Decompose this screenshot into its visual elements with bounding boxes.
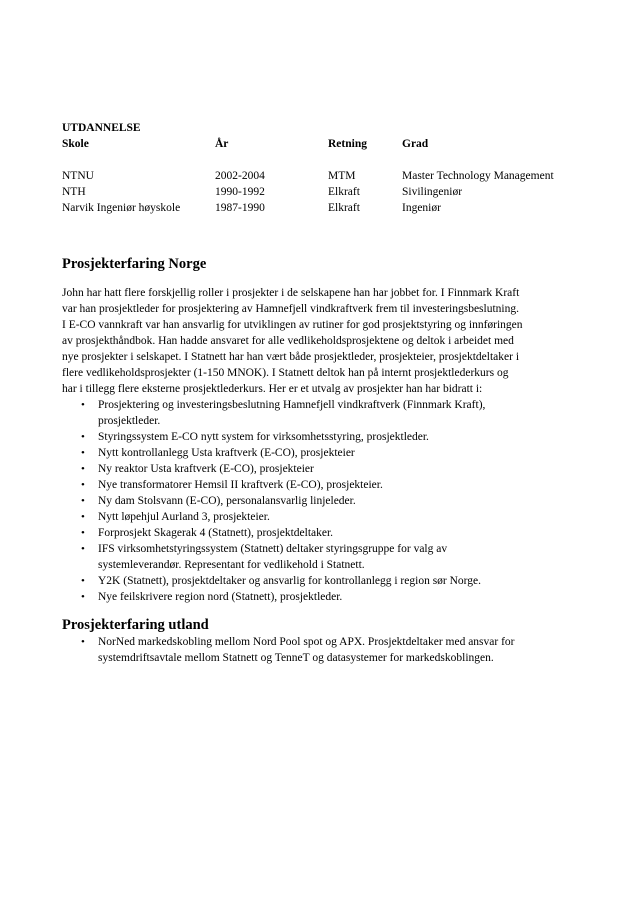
education-year: 2002-2004 [215,170,265,182]
education-degree: Sivilingeniør [402,186,463,198]
project-list-item [62,634,582,666]
project-line: Styringssystem E-CO nytt system for virksomhetsstyring, prosjektleder. [98,431,429,443]
intro-line: har i tillegg flere eksterne prosjektlederkurs. Her er et utvalg av prosjekter han har bidratt i: [62,383,483,395]
bullet-icon: • [81,495,85,507]
intro-line: flere vedlikeholdsprosjekter (1-150 MNOK). I Statnett deltok han på internt prosjektlederkurs og [62,367,509,379]
norge-section-title: Prosjekterfaring Norge [62,256,207,272]
bullet-icon: • [81,463,85,475]
intro-line: var han prosjektleder for prosjektering av Hamnefjell vindkraftverk frem til investeringsbeslutning. [62,303,519,315]
bullet-icon: • [81,636,85,648]
project-line: Ny dam Stolsvann (E-CO), personalansvarlig linjeleder. [98,495,356,507]
project-list-item [62,429,582,445]
intro-line: I E-CO vannkraft var han ansvarlig for utviklingen av rutiner for god prosjektstyring og innføringen [62,319,523,331]
education-table [62,136,582,216]
education-degree: Ingeniør [402,202,441,214]
education-degree: Master Technology Management [402,170,554,182]
project-list-item [62,573,582,589]
header-field: Retning [328,138,367,150]
project-line: Prosjektering og investeringsbeslutning Hamnefjell vindkraftverk (Finnmark Kraft), [98,399,486,411]
project-line: Nye feilskrivere region nord (Statnett), prosjektleder. [98,591,343,603]
norge-intro-paragraph [62,285,582,397]
project-line: Y2K (Statnett), prosjektdeltaker og ansvarlig for kontrollanlegg i region sør Norge. [98,575,482,587]
education-field: Elkraft [328,202,360,214]
bullet-icon: • [81,575,85,587]
project-line: NorNed markedskobling mellom Nord Pool spot og APX. Prosjektdeltaker med ansvar for [98,636,515,648]
education-title: UTDANNELSE [62,122,141,134]
education-row [62,168,582,184]
project-list-item [62,493,582,509]
utland-section-title: Prosjekterfaring utland [62,617,209,633]
project-list-item [62,445,582,461]
bullet-icon: • [81,543,85,555]
bullet-icon: • [81,511,85,523]
project-list-item [62,509,582,525]
project-list-item [62,525,582,541]
norge-project-list [62,397,582,605]
bullet-icon: • [81,431,85,443]
project-list-item [62,541,582,573]
education-school: Narvik Ingeniør høyskole [62,202,181,214]
intro-line: John har hatt flere forskjellig roller i prosjekter i de selskapene han har jobbet for. I Finnmark Kraft [62,287,520,299]
education-field: MTM [328,170,356,182]
cv-page [62,121,582,666]
education-year: 1987-1990 [215,202,265,214]
project-line: prosjektleder. [98,415,161,427]
header-year: År [215,138,229,150]
education-row [62,184,582,200]
project-line: Ny reaktor Usta kraftverk (E-CO), prosjekteier [98,463,314,475]
project-line: Nye transformatorer Hemsil II kraftverk (E-CO), prosjekteier. [98,479,383,491]
education-school: NTNU [62,170,94,182]
header-school: Skole [62,138,89,150]
bullet-icon: • [81,447,85,459]
project-line: Nytt kontrollanlegg Usta kraftverk (E-CO), prosjekteier [98,447,355,459]
education-year: 1990-1992 [215,186,265,198]
project-list-item [62,461,582,477]
bullet-icon: • [81,527,85,539]
project-list-item [62,397,582,429]
project-line: Nytt løpehjul Aurland 3, prosjekteier. [98,511,270,523]
project-line: systemleverandør. Representant for vedlikehold i Statnett. [98,559,365,571]
header-degree: Grad [402,138,429,150]
project-line: Forprosjekt Skagerak 4 (Statnett), prosjektdeltaker. [98,527,334,539]
education-spacer [62,152,582,168]
education-header-row [62,136,582,152]
bullet-icon: • [81,591,85,603]
intro-line: nye prosjekter i selskapet. I Statnett har han vært både prosjektleder, prosjekteier, prosjektdeltaker i [62,351,520,363]
bullet-icon: • [81,479,85,491]
education-row [62,200,582,216]
education-field: Elkraft [328,186,360,198]
utland-project-list [62,634,582,666]
project-list-item [62,589,582,605]
bullet-icon: • [81,399,85,411]
project-line: systemdriftsavtale mellom Statnett og TenneT og datasystemer for markedskoblingen. [98,652,494,664]
intro-line: av prosjekthåndbok. Han hadde ansvaret for alle vedlikeholdsprosjektene og deltok i arbeidet med [62,335,514,347]
education-school: NTH [62,186,86,198]
project-list-item [62,477,582,493]
project-line: IFS virksomhetstyringssystem (Statnett) deltaker styringsgruppe for valg av [98,543,448,555]
